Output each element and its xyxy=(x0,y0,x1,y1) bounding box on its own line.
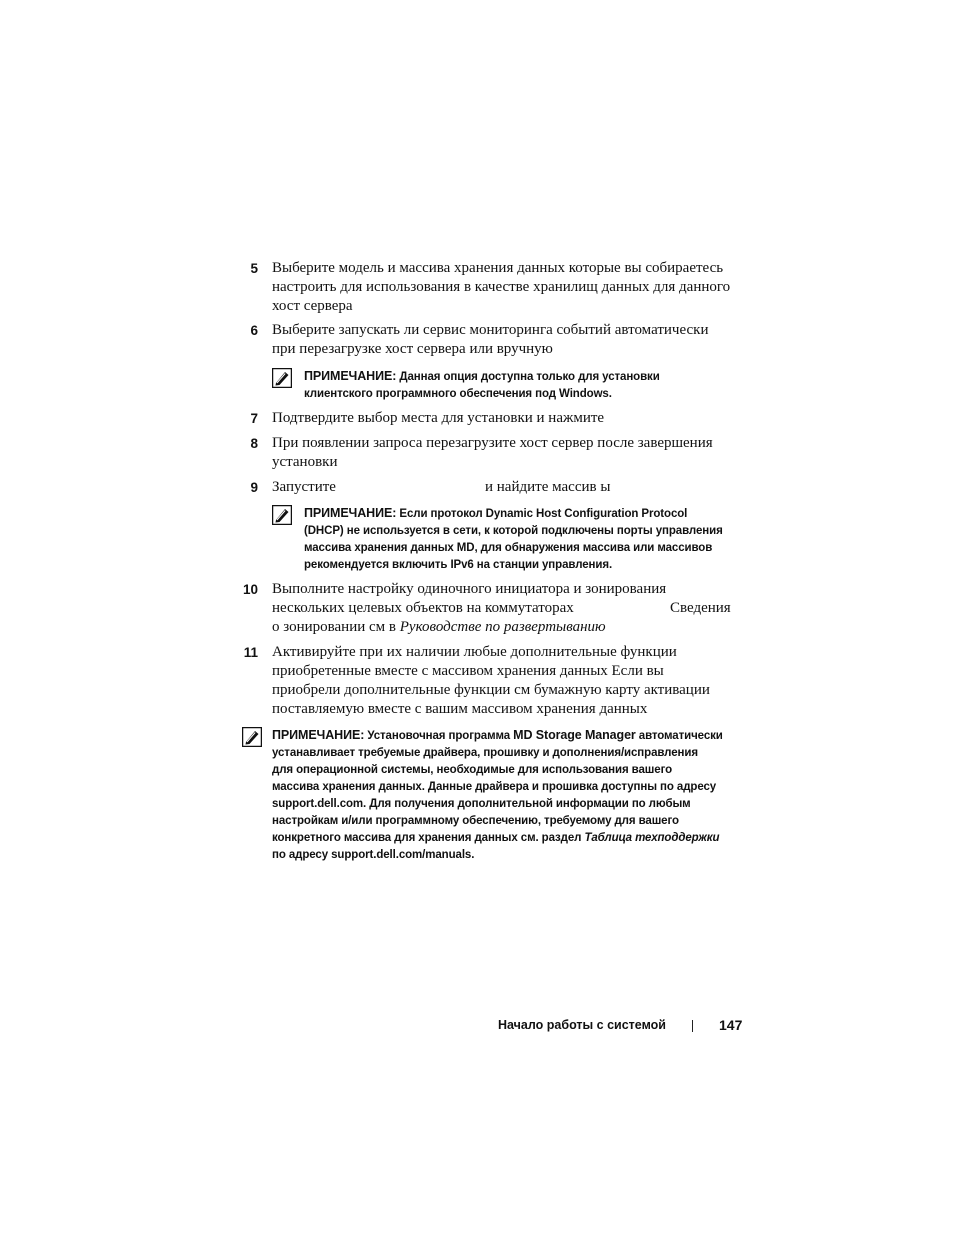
note-label: ПРИМЕЧАНИЕ: xyxy=(272,728,365,742)
step-line: приобрели дополнительные функции см бумажную карту активации xyxy=(272,682,710,698)
step-line xyxy=(272,618,742,637)
step-line-end: Сведения xyxy=(670,600,731,616)
step-text xyxy=(272,321,742,359)
step-line: поставляемую вместе с вашим массивом хранения данных xyxy=(272,701,648,717)
step-text xyxy=(272,434,742,472)
note-line: настройкам и/или программному обеспечению, требуемому для вашего xyxy=(272,815,679,827)
step-number: 6 xyxy=(250,323,258,338)
note-line: клиентского программного обеспечения под Windows. xyxy=(304,388,612,400)
note-line-part: . xyxy=(471,849,475,861)
step-line-start: нескольких целевых объектов на коммутаторах xyxy=(272,600,574,616)
step-line: Выберите запускать ли сервис мониторинга событий автоматически xyxy=(272,322,709,338)
step-line: приобретенные вместе с массивом хранения данных Если вы xyxy=(272,663,664,679)
step-text xyxy=(272,580,742,637)
step-line: настроить для использования в качестве хранилищ данных для данного xyxy=(272,279,731,295)
step-line: Выберите модель и массива хранения данных которые вы собираетесь xyxy=(272,260,724,276)
note-line-part: Установочная программа xyxy=(367,730,514,742)
note-pencil-icon xyxy=(272,368,292,388)
guide-reference: Руководстве по развертыванию xyxy=(399,619,606,635)
step-number: 10 xyxy=(242,582,258,597)
step-line: Активируйте при их наличии любые дополнительные функции xyxy=(272,644,677,660)
step-line-end: и найдите массив ы xyxy=(485,479,611,495)
note-line: рекомендуется включить IPv6 на станции управления. xyxy=(304,559,613,571)
step-number: 9 xyxy=(250,480,258,495)
step-text xyxy=(272,409,742,428)
note-line: Данная опция доступна только для установки xyxy=(399,371,660,383)
step-line: при перезагрузке хост сервера или вручную xyxy=(272,341,553,357)
footer-separator xyxy=(692,1020,693,1032)
note-text xyxy=(304,505,723,574)
step-line: Подтвердите выбор места для установки и нажмите xyxy=(272,410,605,426)
note-line: (DHCP) не используется в сети, к которой подключены порты управления xyxy=(304,525,723,537)
step-line: хост сервера xyxy=(272,298,353,314)
step-line xyxy=(272,599,742,618)
product-name: MD Storage Manager xyxy=(513,728,636,742)
support-matrix-reference: Таблица техподдержки xyxy=(584,832,720,844)
step-text xyxy=(272,478,742,497)
note-line-part: автоматически xyxy=(635,730,723,742)
step-number: 7 xyxy=(250,411,258,426)
support-link[interactable]: support.dell.com xyxy=(272,798,364,810)
note-line: Если протокол Dynamic Host Configuration Protocol xyxy=(399,508,688,520)
note-line-part: конкретного массива для хранения данных см. раздел xyxy=(272,832,585,844)
note-text xyxy=(304,368,660,403)
note-line: массива хранения данных MD, для обнаружения массива или массивов xyxy=(304,542,713,554)
step-line: установки xyxy=(272,454,338,470)
page-number: 147 xyxy=(719,1017,743,1033)
note-line: массива хранения данных. Данные драйвера и прошивка доступны по адресу xyxy=(272,781,717,793)
note-label: ПРИМЕЧАНИЕ: xyxy=(304,506,397,520)
note-text xyxy=(272,727,723,864)
step-number: 11 xyxy=(243,645,258,660)
step-line-start: Запустите xyxy=(272,479,336,495)
footer-chapter-title: Начало работы с системой xyxy=(498,1018,666,1032)
note-pencil-icon xyxy=(242,727,262,747)
note-line: устанавливает требуемые драйвера, прошивку и дополнения/исправления xyxy=(272,747,698,759)
note-pencil-icon xyxy=(272,505,292,525)
step-line-start: о зонировании см в xyxy=(272,619,400,635)
note-line: для операционной системы, необходимые для использования вашего xyxy=(272,764,673,776)
page-footer xyxy=(0,1016,954,1036)
step-text xyxy=(272,643,742,719)
step-line: При появлении запроса перезагрузите хост сервер после завершения xyxy=(272,435,713,451)
step-number: 8 xyxy=(250,436,258,451)
note-line-part: . Для получения дополнительной информации по любым xyxy=(363,798,691,810)
step-text xyxy=(272,259,742,316)
manuals-link[interactable]: support.dell.com/manuals xyxy=(331,849,472,861)
note-label: ПРИМЕЧАНИЕ: xyxy=(304,369,397,383)
step-line: Выполните настройку одиночного инициатора и зонирования xyxy=(272,581,667,597)
note-line-part: по адресу xyxy=(272,849,332,861)
step-number: 5 xyxy=(250,261,258,276)
